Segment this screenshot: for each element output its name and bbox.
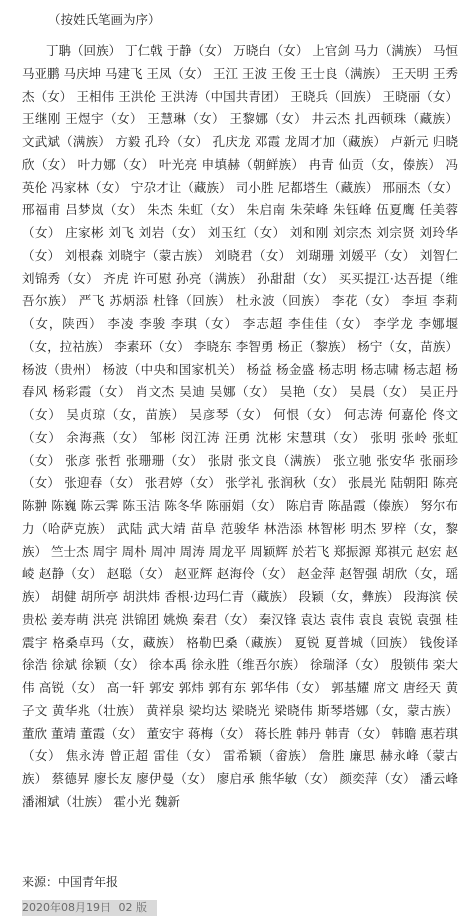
page-number: 02 版: [118, 901, 147, 914]
source-line: 来源：中国青年报: [22, 875, 119, 889]
ordering-note: （按姓氏笔画为序）: [48, 12, 161, 27]
name-list: 丁聃（回族） 丁仁戟 于静（女） 万晓白（女） 上官剑 马力（满族） 马恒 马亚鹏 马庆坤 马建飞 王凤（女） 王江 王波 王俊 王士良（满族） 王天明 王秀杰（女） 王相伟 王洪伦 王洪涛（中国共青团） 王晓兵（回族） 王晓丽（女） 王继刚 王煜宇（女） 王慧琳（女） 王黎娜（女） 井云杰 扎西顿珠（藏族） 文武斌（满族） 方毅 孔玲（女） 孔庆龙 邓霞 龙周才加（藏族） 卢新元 归晓欣（女） 叶力娜（女） 叶光亮 申填赫（朝鲜族） 冉青 仙贡（女，傣族） 冯英伦 冯家林（女） 宁尕才让（藏族） 司小胜 尼都塔生（藏族） 邢丽杰（女） 邢福甫 吕梦岚（女） 朱杰 朱虹（女） 朱启南 朱荣峰 朱钰峰 伍夏鹰 任美蓉（女） 庄家彬 刘飞 刘岩（女） 刘玉红（女） 刘和刚 刘宗杰 刘宗贤 刘玲华（女） 刘根森 刘晓宇（蒙古族） 刘晓君（女） 刘瑚珊 刘媛平（女） 刘智仁 刘锦秀（女） 齐虎 许可慰 孙亮（满族） 孙甜甜（女） 买买提江·达吾提（维吾尔族） 严飞 苏炳添 杜锋（回族） 杜永波（回族） 李花（女） 李垣 李莉（女，陕西） 李凌 李骏 李琪（女） 李志超 李佳佳（女） 李学龙 李娜堰（女，拉祜族） 李素环（女） 李晓东 李智勇 杨正（黎族） 杨宁（女，苗族） 杨波（贵州） 杨波（中央和国家机关） 杨益 杨金盛 杨志明 杨志啸 杨志超 杨春风 杨彩霞（女） 肖文杰 吴迪 吴娜（女） 吴艳（女） 吴晨（女） 吴正丹（女） 吴贞琼（女，苗族） 吴彦琴（女） 何恨（女） 何志涛 何嘉伦 佟文（女） 余海燕（女） 邹彬 闵江涛 汪勇 沈彬 宋慧琪（女） 张明 张岭 张虹（女） 张彦 张哲 张珊珊（女） 张尉 张文良（满族） 张立驰 张安华 张丽珍（女） 张迎春（女） 张君婷（女） 张学礼 张润秋（女） 张晨光 陆朝阳 陈亮 陈翀 陈巍 陈云霁 陈玉洁 陈冬华 陈丽娟（女） 陈启青 陈晶霞（傣族） 努尔布力（哈萨克族） 武陆 武大靖 苗阜 范骏华 林浩添 林智彬 明杰 罗梓（女，黎族） 竺士杰 周宇 周朴 周冲 周涛 周龙平 周颖辉 於若飞 郑振源 郑祺元 赵宏 赵崚 赵静（女） 赵聪（女） 赵亚辉 赵海伶（女） 赵金萍 赵智强 胡欣（女，瑶族） 胡健 胡所亭 胡洪炜 香根·边玛仁青（藏族） 段颖（女，彝族） 段海滨 侯贵松 姜寿萌 洪亮 洪锦团 姚焕 秦君（女） 秦汉锋 袁达 袁伟 袁良 袁锐 袁强 桂震宇 格桑卓玛（女，藏族） 格勒巴桑（藏族） 夏锐 夏普城（回族） 钱俊译 徐浩 徐斌 徐颖（女） 徐本禹 徐永胜（维吾尔族） 徐瑞泽（女） 殷锁伟 栾大伟 高锐（女） 高一轩 郭安 郭炜 郭有东 郭华伟（女） 郭基耀 席文 唐经天 黄子文 黄华兆（壮族） 黄祥泉 梁均达 梁晓光 梁晓伟 斯琴塔娜（女，蒙古族） 董欣 董靖 董霞（女） 董安宇 蒋梅（女） 蒋长胜 韩丹 韩青（女） 韩瞻 惠若琪（女） 焦永涛 曾正超 雷佳（女） 雷希颖（畲族） 詹胜 廉思 赫永峰（蒙古族） 蔡德昇 廖长友 廖伊曼（女） 廖启承 熊华敏（女） 颜奕萍（女） 潘云峰 潘湘斌（壮族） 霍小光 魏新: [22, 43, 458, 809]
publication-date: 2020年08月19日: [22, 901, 111, 914]
dateline-bar: [22, 900, 157, 916]
